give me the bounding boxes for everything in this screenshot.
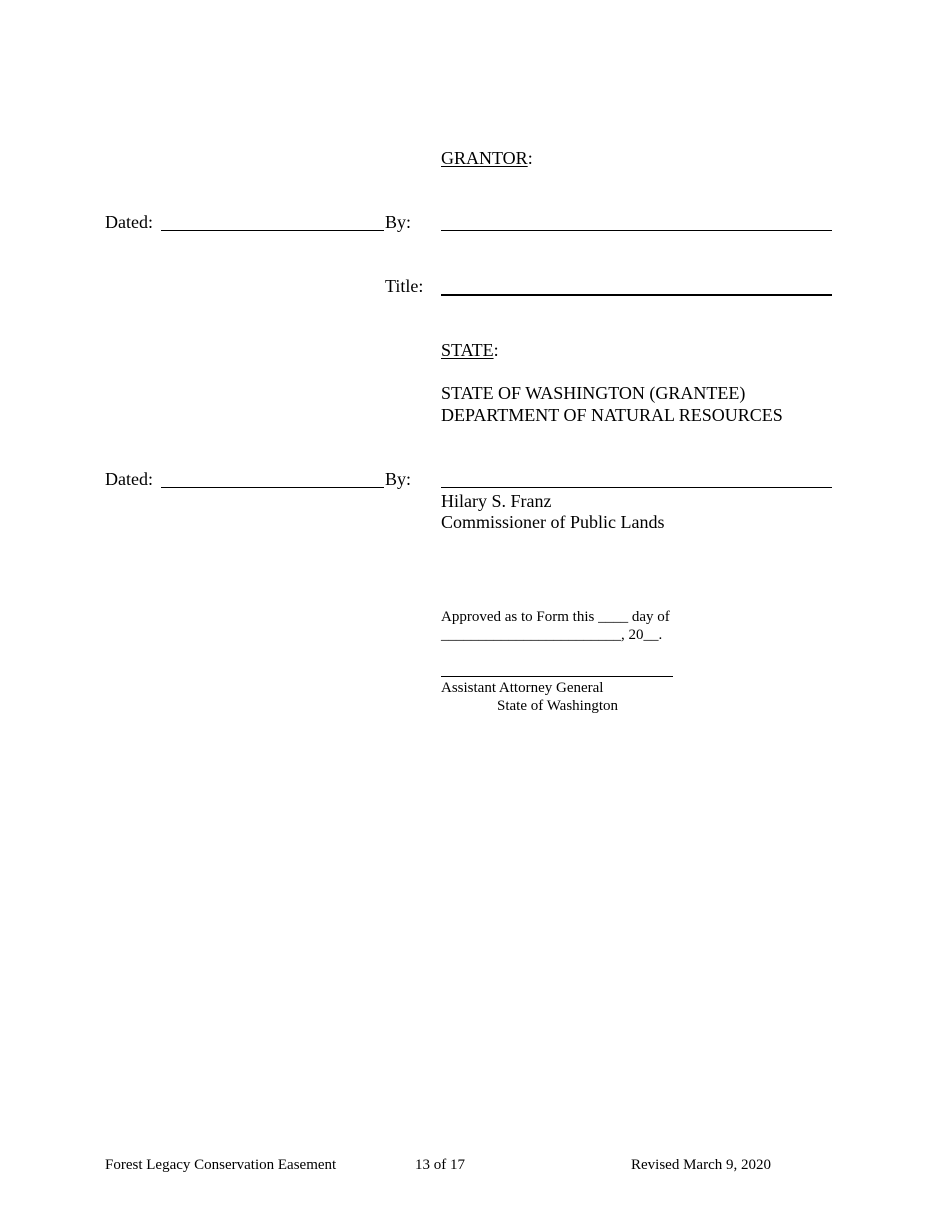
footer-page-number: 13 of 17	[415, 1157, 465, 1173]
approval-signature-line[interactable]	[441, 676, 673, 677]
grantor-dated-line[interactable]	[161, 230, 384, 231]
footer-document-name: Forest Legacy Conservation Easement	[105, 1157, 337, 1173]
approval-line-2: ________________________, 20__.	[441, 627, 663, 643]
state-heading-colon: :	[493, 340, 499, 360]
approval-signer-org: State of Washington	[497, 698, 619, 714]
grantor-signature-line[interactable]	[441, 230, 832, 231]
state-by-label: By:	[385, 469, 412, 489]
state-dated-label: Dated:	[105, 469, 153, 489]
state-signer-title: Commissioner of Public Lands	[441, 512, 665, 532]
state-dated-line[interactable]	[161, 487, 384, 488]
footer-revised-date: Revised March 9, 2020	[631, 1157, 771, 1173]
approval-signer-title: Assistant Attorney General	[441, 680, 604, 696]
state-heading-text: STATE	[441, 340, 494, 360]
grantor-title-line[interactable]	[441, 294, 832, 296]
grantor-by-label: By:	[385, 212, 412, 232]
state-signer-name: Hilary S. Franz	[441, 491, 552, 511]
approval-line-1: Approved as to Form this ____ day of	[441, 609, 670, 625]
state-signature-line[interactable]	[441, 487, 832, 488]
state-heading	[441, 340, 499, 361]
grantor-dated-label: Dated:	[105, 212, 153, 232]
grantee-line-2: DEPARTMENT OF NATURAL RESOURCES	[441, 405, 783, 425]
grantor-title-label: Title:	[385, 276, 424, 296]
grantor-heading-text: GRANTOR	[441, 148, 528, 168]
grantor-heading-colon: :	[527, 148, 533, 168]
grantor-heading	[441, 148, 533, 169]
grantee-line-1: STATE OF WASHINGTON (GRANTEE)	[441, 383, 746, 403]
